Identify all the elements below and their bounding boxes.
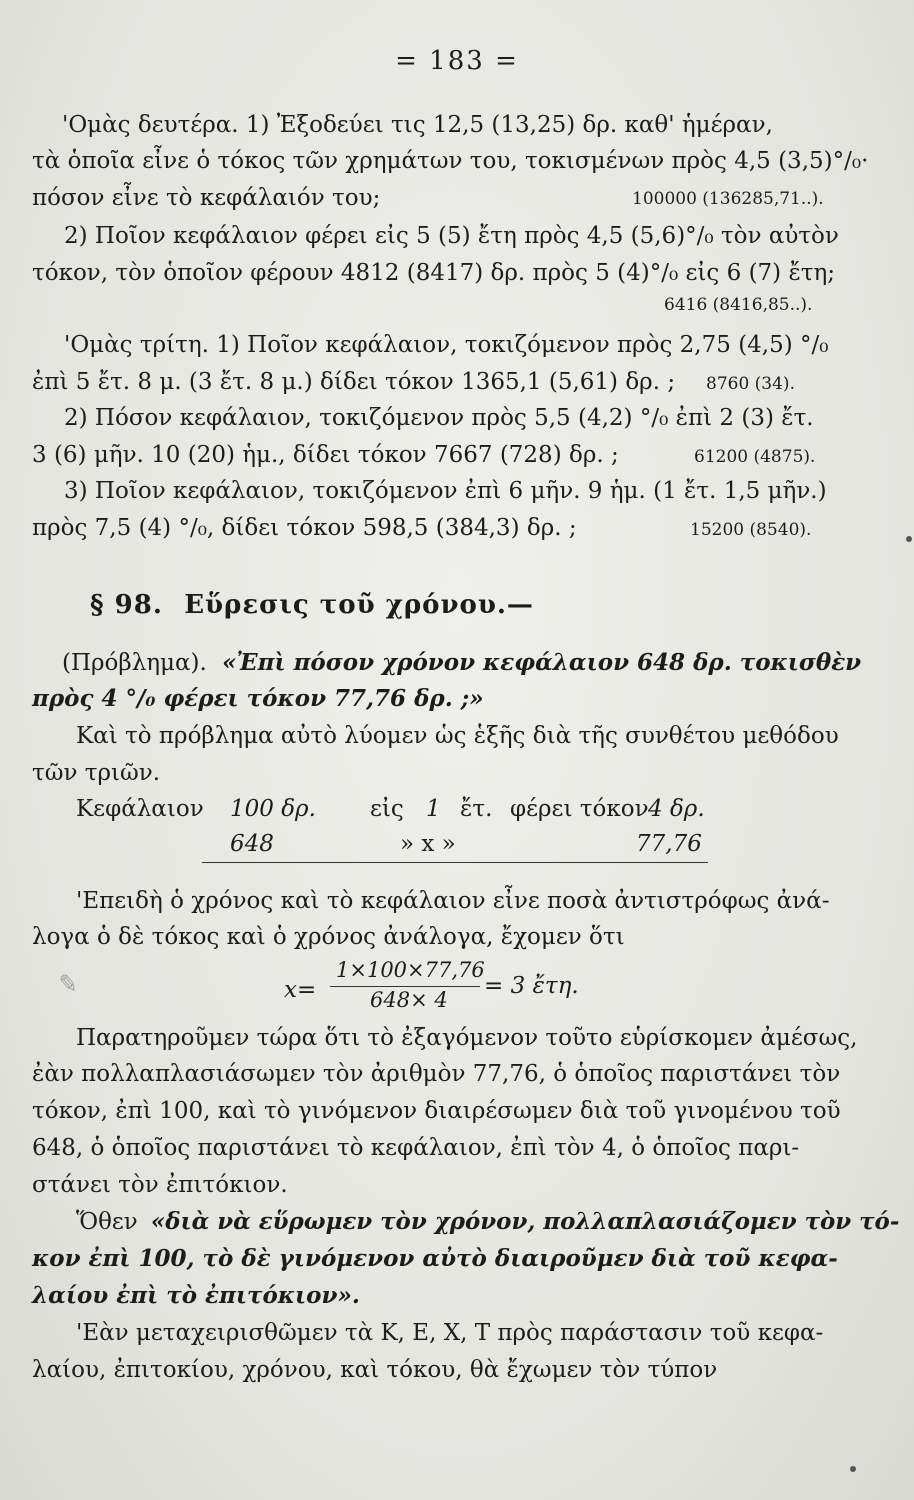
- paragraph-4-line-1: [76, 1207, 899, 1237]
- exercise-line-2: τὰ ὁποῖα εἶνε ὁ τόκος τῶν χρημάτων του, τοκισμένων πρὸς 4,5 (3,5)°/₀·: [32, 148, 869, 174]
- rule-row-1-time-unit: ἔτ.: [460, 796, 493, 822]
- paragraph-4-rule-3: λαίου ἐπὶ τὸ ἐπιτόκιον».: [32, 1282, 360, 1309]
- problem-label: (Πρόβλημα).: [62, 650, 207, 676]
- rule-row-1-interest-label: φέρει τόκον: [510, 796, 649, 822]
- paragraph-3-line-5: στάνει τὸν ἐπιτόκιον.: [32, 1172, 288, 1198]
- paragraph-2-line-1: 'Επειδὴ ὁ χρόνος καὶ τὸ κεφάλαιον εἶνε ποσὰ ἀντιστρόφως ἀνά-: [76, 888, 830, 914]
- rule-row-2-interest: 77,76: [636, 831, 702, 857]
- formula-fraction-bar: [330, 986, 480, 987]
- exercise-answer-2: 6416 (8416,85..).: [664, 295, 813, 315]
- exercise-line-3: πόσον εἶνε τὸ κεφάλαιόν του;: [32, 185, 381, 211]
- rule-row-1-time: 1: [426, 796, 441, 822]
- problem-line-1: [62, 648, 861, 678]
- exercise-line-5: τόκον, τὸν ὁποῖον φέρουν 4812 (8417) δρ. πρὸς 5 (4)°/₀ εἰς 6 (7) ἔτη;: [32, 260, 836, 286]
- section-number: § 98.: [90, 590, 163, 620]
- ink-speck: [906, 536, 912, 542]
- pencil-marginalia: ✎: [56, 969, 80, 999]
- paragraph-4-line-3: [32, 1281, 360, 1311]
- rule-row-1-time-pre: εἰς: [370, 796, 404, 822]
- exercise-line-6: 'Ομὰς τρίτη. 1) Ποῖον κεφάλαιον, τοκιζόμενον πρὸς 2,75 (4,5) °/₀: [64, 332, 829, 358]
- exercise-answer-3: 8760 (34).: [706, 374, 795, 394]
- paragraph-1-line-2: τῶν τριῶν.: [32, 760, 161, 786]
- paragraph-4-lead: Ὅθεν: [76, 1209, 138, 1235]
- paragraph-4-rule-1: «διὰ νὰ εὕρωμεν τὸν χρόνον, πολλαπλασιάζομεν τὸν τό-: [150, 1208, 900, 1235]
- exercise-line-8: 2) Πόσον κεφάλαιον, τοκιζόμενον πρὸς 5,5 (4,2) °/₀ ἐπὶ 2 (3) ἔτ.: [64, 405, 814, 431]
- exercise-line-11: πρὸς 7,5 (4) °/₀, δίδει τόκον 598,5 (384,3) δρ. ;: [32, 515, 577, 541]
- exercise-line-9: 3 (6) μῆν. 10 (20) ἡμ., δίδει τόκον 7667 (728) δρ. ;: [32, 442, 619, 468]
- problem-question-2: πρὸς 4 °/₀ φέρει τόκον 77,76 δρ. ;»: [32, 685, 484, 712]
- exercise-answer-5: 15200 (8540).: [690, 520, 812, 540]
- paragraph-3-line-2: ἐὰν πολλαπλασιάσωμεν τὸν ἀριθμὸν 77,76, ὁ ὁποῖος παριστάνει τὸν: [32, 1061, 841, 1087]
- exercise-answer-4: 61200 (4875).: [694, 447, 816, 467]
- ink-speck: [850, 1466, 856, 1472]
- problem-question-1: «Ἐπὶ πόσον χρόνον κεφάλαιον 648 δρ. τοκισθὲν: [222, 649, 862, 676]
- page-number: = 183 =: [395, 46, 519, 76]
- rule-row-1-amount: 100 δρ.: [230, 796, 316, 822]
- paragraph-3-line-3: τόκον, ἐπὶ 100, καὶ τὸ γινόμενον διαιρέσωμεν διὰ τοῦ γινομένου τοῦ: [32, 1098, 841, 1124]
- paragraph-4-rule-2: κον ἐπὶ 100, τὸ δὲ γινόμενον αὐτὸ διαιροῦμεν διὰ τοῦ κεφα-: [32, 1245, 838, 1272]
- formula-lhs: x=: [284, 977, 317, 1003]
- rule-row-2-middle: » x »: [400, 831, 456, 857]
- paragraph-3-line-1: Παρατηροῦμεν τώρα ὅτι τὸ ἐξαγόμενον τοῦτο εὑρίσκομεν ἀμέσως,: [76, 1025, 858, 1051]
- paragraph-1-line-1: Καὶ τὸ πρόβλημα αὐτὸ λύομεν ὡς ἑξῆς διὰ τῆς συνθέτου μεθόδου: [76, 723, 839, 749]
- exercise-answer-1: 100000 (136285,71..).: [632, 189, 824, 209]
- paragraph-3-line-4: 648, ὁ ὁποῖος παριστάνει τὸ κεφάλαιον, ἐπὶ τὸν 4, ὁ ὁποῖος παρι-: [32, 1135, 800, 1161]
- rule-row-2-amount: 648: [230, 831, 274, 857]
- paragraph-5-line-2: λαίου, ἐπιτοκίου, χρόνου, καὶ τόκου, θὰ ἔχωμεν τὸν τύπον: [32, 1357, 718, 1383]
- paragraph-4-line-2: [32, 1244, 838, 1274]
- exercise-line-7: ἐπὶ 5 ἔτ. 8 μ. (3 ἔτ. 8 μ.) δίδει τόκον 1365,1 (5,61) δρ. ;: [32, 369, 676, 395]
- paragraph-2-line-2: λογα ὁ δὲ τόκος καὶ ὁ χρόνος ἀνάλογα, ἔχομεν ὅτι: [32, 924, 625, 950]
- section-title: Εὕρεσις τοῦ χρόνου.—: [184, 590, 534, 620]
- formula-denominator: 648× 4: [370, 988, 448, 1012]
- exercise-line-10: 3) Ποῖον κεφάλαιον, τοκιζόμενον ἐπὶ 6 μῆν. 9 ἡμ. (1 ἔτ. 1,5 μῆν.): [64, 478, 827, 504]
- rule-row-1-interest: 4 δρ.: [648, 796, 705, 822]
- rule-row-1-label: Κεφάλαιον: [76, 796, 204, 822]
- exercise-line-1: 'Ομὰς δευτέρα. 1) Ἐξοδεύει τις 12,5 (13,25) δρ. καθ' ἡμέραν,: [62, 112, 773, 138]
- formula-rhs: = 3 ἔτη.: [484, 973, 579, 999]
- problem-line-2: [32, 684, 484, 714]
- paragraph-5-line-1: 'Εὰν μεταχειρισθῶμεν τὰ Κ, Ε, Χ, Τ πρὸς παράστασιν τοῦ κεφα-: [76, 1320, 824, 1346]
- formula-numerator: 1×100×77,76: [336, 958, 485, 982]
- exercise-line-4: 2) Ποῖον κεφάλαιον φέρει εἰς 5 (5) ἔτη πρὸς 4,5 (5,6)°/₀ τὸν αὐτὸν: [64, 223, 839, 249]
- section-heading: [90, 590, 534, 621]
- rule-underline: [202, 862, 708, 863]
